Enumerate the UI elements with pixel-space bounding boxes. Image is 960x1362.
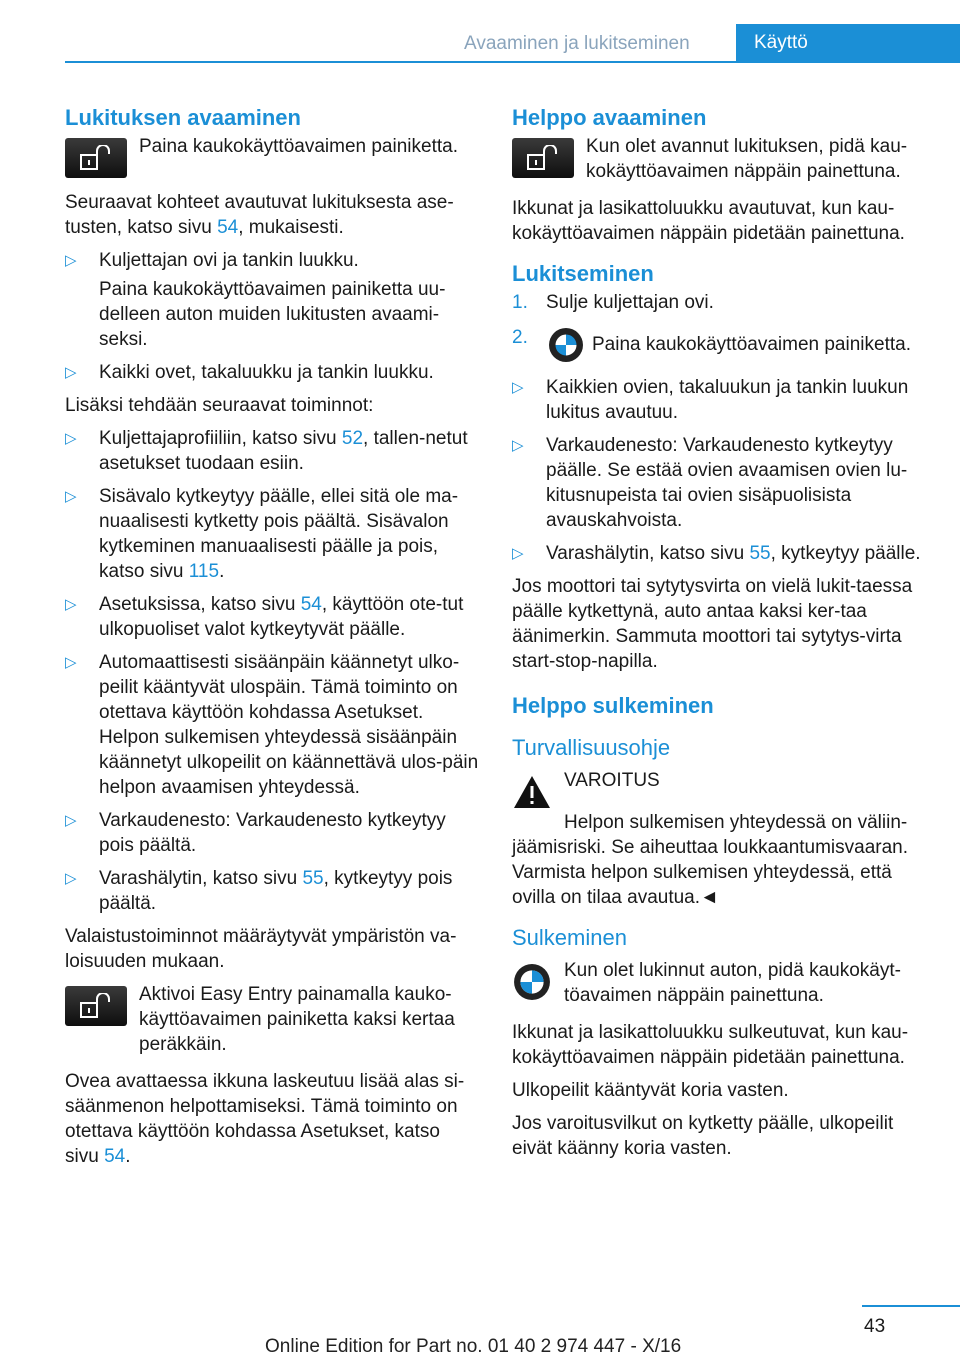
- warning-triangle-icon: [512, 772, 552, 812]
- unlock-instruction: [65, 134, 479, 178]
- heading-easy-open: Helppo avaaminen: [512, 105, 707, 130]
- heading-unlock: Lukituksen avaaminen: [65, 105, 301, 130]
- easy-entry-text: Aktivoi Easy Entry painamalla kauko-käyttöavaimen painiketta kaksi kertaa peräkkäin.: [139, 984, 455, 1055]
- page-link[interactable]: 52: [341, 428, 364, 449]
- page-link[interactable]: 115: [188, 561, 220, 582]
- paragraph: Ikkunat ja lasikattoluukku avautuvat, kun kau-kokäyttöavaimen näppäin pidetään painettuna.: [512, 198, 905, 244]
- list-item: ▷ Sisävalo kytkeytyy päälle, ellei sitä ole ma-nuaalisesti kytketty pois päältä. Sisävalon kytkeminen manuaalisesti päälle ja pois, katso sivu 115.: [65, 484, 479, 584]
- warning-title: VAROITUS: [564, 770, 660, 791]
- paragraph: Jos moottori tai sytytysvirta on vielä lukit-taessa päälle kytkettynä, auto antaa kaksi ker-taa äänimerkin. Sammuta moottori tai sytytys-virta start-stop-napilla.: [512, 576, 913, 672]
- page-link[interactable]: 54: [104, 1146, 126, 1167]
- bmw-key-icon: [546, 325, 586, 365]
- heading-easy-close: Helppo sulkeminen: [512, 693, 714, 718]
- page-number: 43: [864, 1316, 886, 1337]
- heading-lock: Lukitseminen: [512, 261, 654, 286]
- unlock-button-icon: [512, 138, 574, 178]
- page-link[interactable]: 55: [302, 868, 324, 889]
- list-item: ▷ Varkaudenesto: Varkaudenesto kytkeytyy pois päältä.: [65, 808, 479, 858]
- unlock-items-list: [65, 248, 479, 385]
- unlock-button-icon: [65, 986, 127, 1026]
- list-item: ▷ Kaikki ovet, takaluukku ja tankin luukku.: [65, 360, 479, 385]
- list-item: ▷ Asetuksissa, katso sivu 54, käyttöön ote-tut ulkopuoliset valot kytkeytyvät päälle.: [65, 592, 479, 642]
- paragraph: Seuraavat kohteet avautuvat lukituksesta ase-tusten, katso sivu 54, mukaisesti.: [65, 192, 454, 238]
- unlock-button-icon: [65, 138, 127, 178]
- footer-rule: [862, 1305, 960, 1307]
- page-link[interactable]: 54: [300, 594, 322, 615]
- step-item: 1. Sulje kuljettajan ovi.: [512, 292, 714, 313]
- extra-functions-list: [65, 426, 479, 916]
- paragraph: Ulkopeilit kääntyvät koria vasten.: [512, 1080, 789, 1101]
- step-item: 2. Paina kaukokäyttöavaimen painiketta.: [512, 325, 932, 365]
- list-item: ▷ Varashälytin, katso sivu 55, kytkeytyy pois päältä.: [65, 866, 479, 916]
- left-column: [65, 104, 479, 1177]
- paragraph: Lisäksi tehdään seuraavat toiminnot:: [65, 395, 374, 416]
- lock-steps: [512, 290, 932, 365]
- edition-note: Online Edition for Part no. 01 40 2 974 447 - X/16: [265, 1336, 682, 1357]
- header-chapter-tab: Käyttö: [736, 24, 960, 62]
- list-item: ▷ Varkaudenesto: Varkaudenesto kytkeytyy päälle. Se estää ovien avaamisen ovien lu-kitusnupeista tai ovien sisäpuolisista avauskahvoista.: [512, 433, 932, 533]
- list-item: ▷ Automaattisesti sisäänpäin käännetyt ulko-peilit kääntyvät ulospäin. Tämä toiminto on otettava käyttöön kohdassa Asetukset. Helpon sulkemisen yhteydessä sisäänpäin käännetyt ulkopeilit on käännettävä ulos-päin helpon avaamisen yhteydessä.: [65, 650, 479, 800]
- page-link[interactable]: 54: [217, 217, 239, 238]
- unlock-press-text: Paina kaukokäyttöavaimen painiketta.: [139, 136, 458, 157]
- heading-close: Sulkeminen: [512, 925, 627, 950]
- list-item: ▷ Kaikkien ovien, takaluukun ja tankin luukun lukitus avautuu.: [512, 375, 932, 425]
- close-text: Kun olet lukinnut auton, pidä kaukokäyt-töavaimen näppäin painettuna.: [564, 960, 901, 1006]
- heading-safety: Turvallisuusohje: [512, 735, 671, 760]
- warning-text: Helpon sulkemisen yhteydessä on väliin-jäämisriski. Se aiheuttaa loukkaantumisvaaran. Varmista helpon sulkemisen yhteydessä, että ovilla on tilaa avautua.◄: [512, 812, 909, 908]
- bmw-key-icon: [512, 962, 552, 1002]
- close-instruction: [512, 958, 932, 1008]
- list-item: ▷ Kuljettajaprofiiliin, katso sivu 52, tallen-netut asetukset tuodaan esiin.: [65, 426, 479, 476]
- list-item: ▷ Kuljettajan ovi ja tankin luukku. Paina kaukokäyttöavaimen painiketta uu-delleen auton muiden lukitusten avaami-seksi.: [65, 248, 479, 352]
- page-link[interactable]: 55: [749, 543, 771, 564]
- paragraph: Jos varoitusvilkut on kytketty päälle, ulkopeilit eivät käänny koria vasten.: [512, 1113, 894, 1159]
- header-section-title: Avaaminen ja lukitseminen: [464, 33, 690, 54]
- paragraph: Ovea avattaessa ikkuna laskeutuu lisää alas si-säänmenon helpottamiseksi. Tämä toiminto on otettava käyttöön kohdassa Asetukset, katso sivu 54.: [65, 1071, 465, 1167]
- easy-open-instruction: [512, 134, 932, 184]
- list-item: ▷ Varashälytin, katso sivu 55, kytkeytyy päälle.: [512, 541, 932, 566]
- lock-results-list: [512, 375, 932, 566]
- easy-entry-instruction: [65, 982, 479, 1057]
- paragraph: Ikkunat ja lasikattoluukku sulkeutuvat, kun kau-kokäyttöavaimen näppäin pidetään painettuna.: [512, 1022, 909, 1068]
- paragraph: Valaistustoiminnot määräytyvät ympäristön va-loisuuden mukaan.: [65, 926, 457, 972]
- easy-open-text: Kun olet avannut lukituksen, pidä kau-kokäyttöavaimen näppäin painettuna.: [586, 136, 908, 182]
- right-column: [512, 104, 932, 1169]
- warning-block: [512, 768, 932, 812]
- warning-title-wrap: [564, 768, 660, 793]
